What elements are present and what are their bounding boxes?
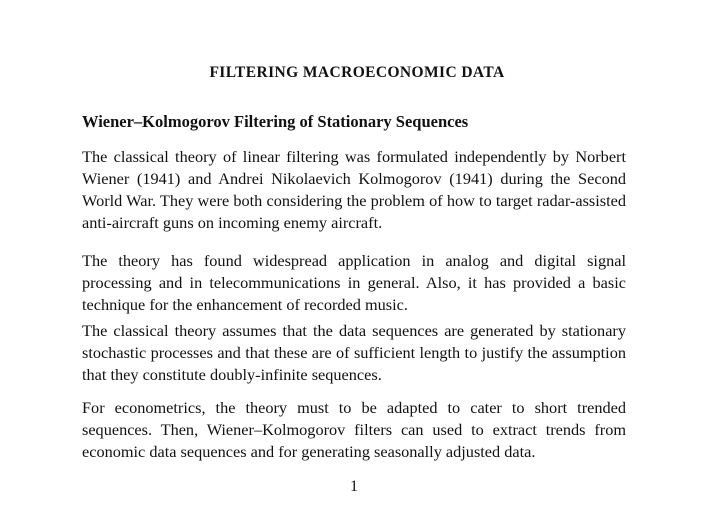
paragraph-history: The classical theory of linear filtering was formulated independently by Norbert Wiener (1941) and Andrei Nikolaevich Kolmogorov (1941) during the Second World War. They were both considering the problem of how to target radar-assisted anti-aircraft guns on incoming enemy aircraft. [82,147,626,232]
page-number: 1 [350,478,358,495]
section-heading: Wiener–Kolmogorov Filtering of Stationary Sequences [82,112,469,131]
page-title: FILTERING MACROECONOMIC DATA [209,64,505,81]
paragraph-applications: The theory has found widespread application in analog and digital signal processing and in telecommunications in general. Also, it has provided a basic technique for the enhancement of recorded music. [82,251,626,314]
paragraph-econometrics: For econometrics, the theory must to be adapted to cater to short trended sequences. Then, Wiener–Kolmogorov filters can used to extract trends from economic data sequences and for generating seasonally adjusted data. [82,398,626,461]
paragraph-assumptions: The classical theory assumes that the data sequences are generated by stationary stochastic processes and that these are of sufficient length to justify the assumption that they constitute doubly-infinite sequences. [82,321,626,384]
